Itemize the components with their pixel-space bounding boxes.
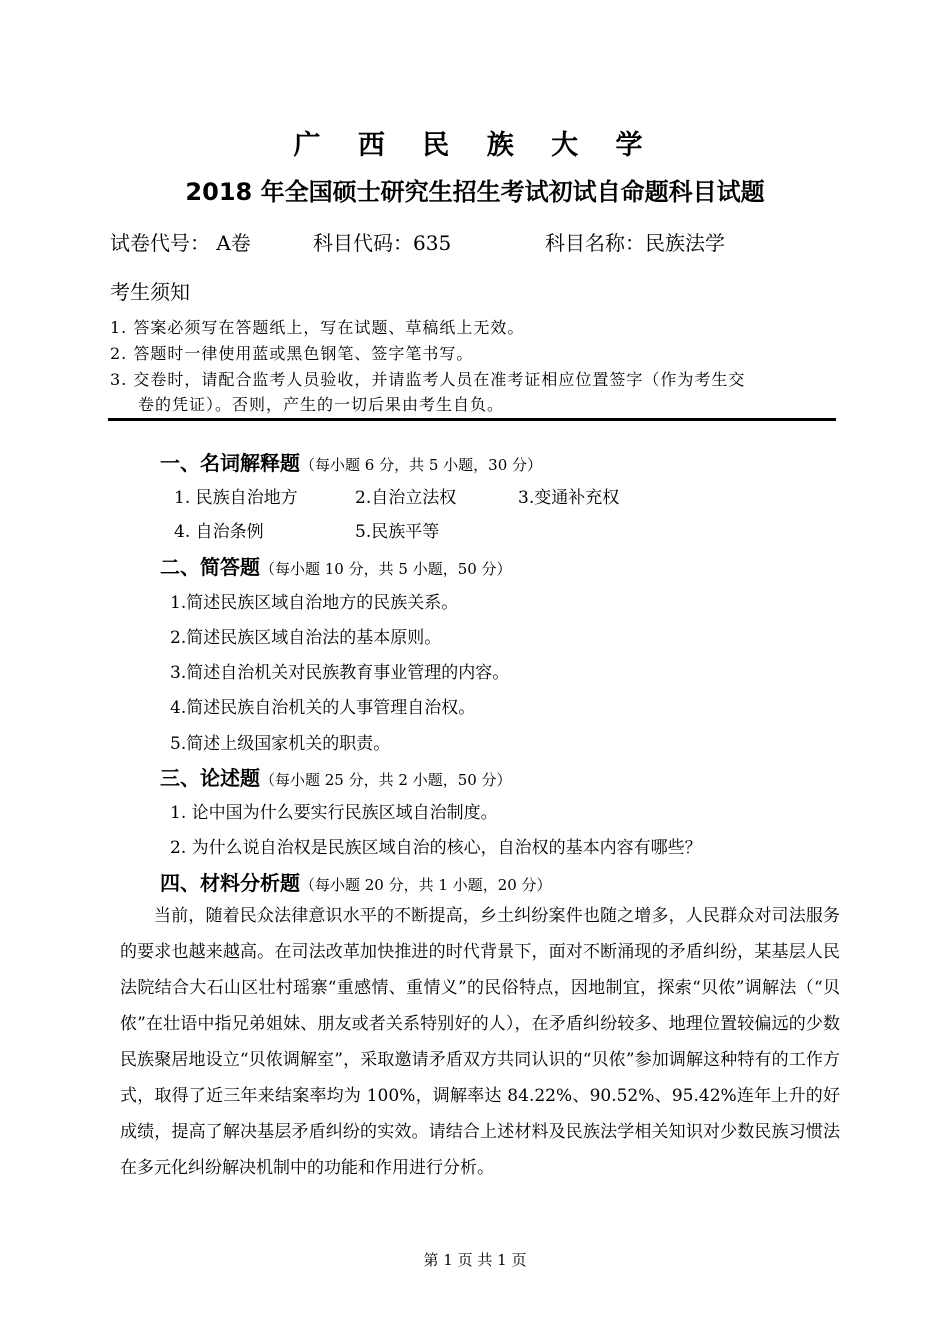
question-item: 3.变通补充权 — [518, 488, 620, 508]
notice-item: 1. 答案必须写在答题纸上，写在试题、草稿纸上无效。 — [110, 318, 525, 337]
material-paragraph — [120, 898, 840, 1186]
question-item: 5.简述上级国家机关的职责。 — [170, 734, 391, 754]
question-item: 5.民族平等 — [355, 522, 440, 542]
material-text: 当前，随着民众法律意识水平的不断提高，乡土纠纷案件也随之增多，人民群众对司法服务的要求也越来越高。在司法改革加快推进的时代背景下，面对不断涌现的矛盾纠纷，某基层人民法院结合大石山区壮村瑶寨“重感情、重情义”的民俗特点，因地制宜，探索“贝侬”调解法（“贝侬”在壮语中指兄弟姐妹、朋友或者关系特别好的人），在矛盾纠纷较多、地理位置较偏远的少数民族聚居地设立“贝侬调解室”，采取邀请矛盾双方共同认识的“贝侬”参加调解这种特有的工作方式，取得了近三年来结案率均为 100%，调解率达 84.22%、90.52%、95.42%连年上升的好成绩，提高了解决基层矛盾纠纷的实效。请结合上述材料及民族法学相关知识对少数民族习惯法在多元化纠纷解决机制中的功能和作用进行分析。 — [120, 906, 840, 1178]
subject-code: 科目代码：635 — [313, 231, 452, 255]
section-title: 一、名词解释题 — [160, 451, 300, 475]
notice-heading: 考生须知 — [110, 280, 190, 304]
section-title: 四、材料分析题 — [160, 871, 300, 895]
divider-rule — [108, 418, 836, 421]
section-note: （每小题 10 分，共 5 小题，50 分） — [260, 560, 512, 578]
question-item: 4. 自治条例 — [174, 522, 264, 542]
paper-code: 试卷代号： A卷 — [110, 231, 251, 255]
notice-item: 3. 交卷时，请配合监考人员验收，并请监考人员在准考证相应位置签字（作为考生交 — [110, 370, 746, 389]
question-item: 2.简述民族区域自治法的基本原则。 — [170, 628, 442, 648]
section-heading-short-answer — [160, 551, 512, 580]
section-heading-terms — [160, 447, 542, 476]
question-item: 1. 论中国为什么要实行民族区域自治制度。 — [170, 803, 498, 823]
question-item: 3.简述自治机关对民族教育事业管理的内容。 — [170, 663, 510, 683]
section-note: （每小题 20 分，共 1 小题，20 分） — [300, 876, 552, 894]
exam-title: 2018 年全国硕士研究生招生考试初试自命题科目试题 — [185, 178, 765, 206]
question-item: 1. 民族自治地方 — [174, 488, 298, 508]
section-note: （每小题 25 分，共 2 小题，50 分） — [260, 771, 512, 789]
subject-name: 科目名称：民族法学 — [545, 231, 725, 255]
page-footer: 第 1 页 共 1 页 — [423, 1251, 527, 1269]
question-item: 4.简述民族自治机关的人事管理自治权。 — [170, 698, 476, 718]
notice-item: 2. 答题时一律使用蓝或黑色钢笔、签字笔书写。 — [110, 344, 474, 363]
section-heading-essay — [160, 762, 512, 791]
section-heading-material-analysis — [160, 867, 552, 896]
notice-item-continued: 卷的凭证）。否则，产生的一切后果由考生自负。 — [138, 395, 505, 414]
question-item: 2.自治立法权 — [355, 488, 457, 508]
question-item: 2. 为什么说自治权是民族区域自治的核心，自治权的基本内容有哪些？ — [170, 838, 702, 858]
university-title: 广 西 民 族 大 学 — [293, 130, 657, 161]
question-item: 1.简述民族区域自治地方的民族关系。 — [170, 593, 459, 613]
section-title: 三、论述题 — [160, 766, 260, 790]
section-note: （每小题 6 分，共 5 小题，30 分） — [300, 456, 543, 474]
section-title: 二、简答题 — [160, 555, 260, 579]
